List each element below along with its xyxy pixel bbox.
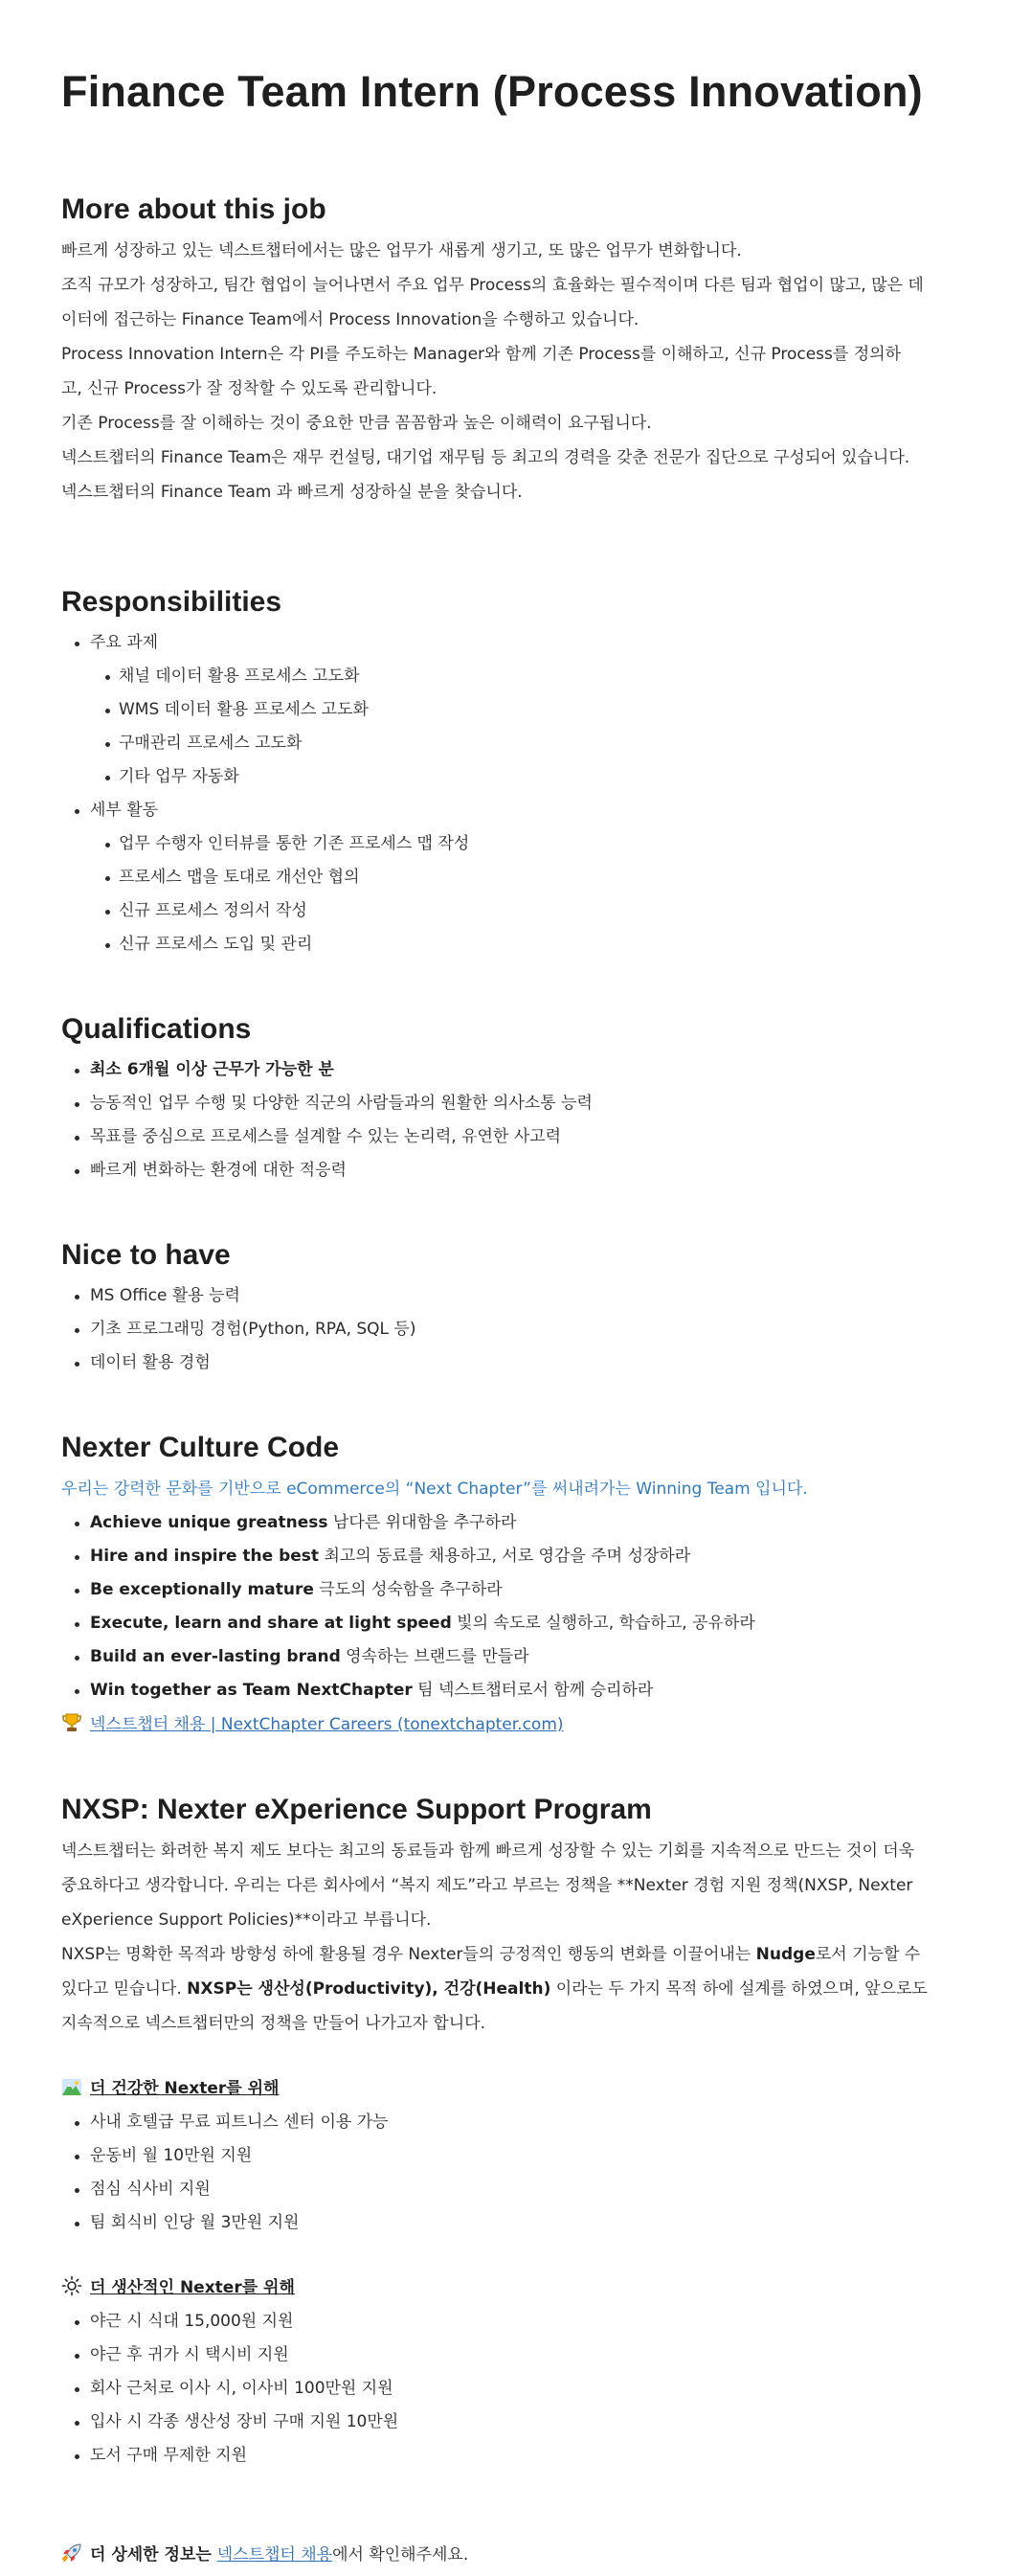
nxsp-section	[61, 1794, 971, 2572]
list-item: Build an ever-lasting brand 영속하는 브랜드를 만들라	[61, 1640, 971, 1674]
about-line: 고, 신규 Process가 잘 정착할 수 있도록 관리합니다.	[61, 379, 437, 398]
nxsp-line: eXperience Support Policies)**이라고 부릅니다.	[61, 1910, 432, 1930]
list-item: 회사 근처로 이사 시, 이사비 100만원 지원	[61, 2372, 971, 2406]
list-item: 입사 시 각종 생산성 장비 구매 지원 10만원	[61, 2406, 971, 2439]
productivity-subheading: 더 생산적인 Nexter를 위해	[61, 2271, 971, 2305]
culture-intro: 우리는 강력한 문화를 기반으로 eCommerce의 “Next Chapter”를 써내려가는 Winning Team 입니다.	[61, 1480, 808, 1499]
careers-link-line	[61, 1707, 971, 1742]
about-line: 이터에 접근하는 Finance Team에서 Process Innovation을 수행하고 있습니다.	[61, 310, 639, 329]
list-item: Achieve unique greatness 남다른 위대함을 추구하라	[61, 1506, 971, 1540]
list-item: 능동적인 업무 수행 및 다양한 직군의 사람들과의 원활한 의사소통 능력	[61, 1087, 971, 1120]
health-subheading: 더 건강한 Nexter를 위해	[61, 2071, 971, 2106]
list-item: 최소 6개월 이상 근무가 가능한 분	[61, 1053, 971, 1087]
list-item: MS Office 활용 능력	[61, 1279, 971, 1313]
about-line: Process Innovation Intern은 각 PI를 주도하는 Manager와 함께 기존 Process를 이해하고, 신규 Process를 정의하	[61, 345, 901, 364]
footer-line: 더 상세한 정보는 넥스트챕터 채용에서 확인해주세요.	[61, 2538, 971, 2572]
about-section	[61, 193, 971, 509]
nxsp-line: 중요하다고 생각합니다. 우리는 다른 회사에서 “복지 제도”라고 부르는 정책을 **Nexter 경험 지원 정책(NXSP, Nexter	[61, 1876, 913, 1895]
rocket-icon	[61, 2542, 82, 2563]
list-item: Hire and inspire the best 최고의 동료를 채용하고, 서로 영감을 주며 성장하라	[61, 1540, 971, 1573]
qualifications-section	[61, 1013, 971, 1187]
list-item: 구매관리 프로세스 고도화	[61, 727, 971, 760]
list-item: 기타 업무 자동화	[61, 760, 971, 794]
nice-to-have-section	[61, 1239, 971, 1380]
list-item: 업무 수행자 인터뷰를 통한 기존 프로세스 맵 작성	[61, 827, 971, 861]
list-item: WMS 데이터 활용 프로세스 고도화	[61, 693, 971, 727]
list-item: 점심 식사비 지원	[61, 2173, 971, 2206]
list-item: 야근 시 식대 15,000원 지원	[61, 2305, 971, 2339]
list-item: 운동비 월 10만원 지원	[61, 2139, 971, 2173]
mountain-icon	[61, 2075, 82, 2096]
list-item: 빠르게 변화하는 환경에 대한 적응력	[61, 1154, 971, 1187]
nxsp-line: 있다고 믿습니다. NXSP는 생산성(Productivity), 건강(Health) 이라는 두 가지 목적 하에 설계를 하였으며, 앞으로도	[61, 1979, 928, 1999]
about-line: 넥스트챕터의 Finance Team 과 빠르게 성장하실 분을 찾습니다.	[61, 483, 523, 502]
list-item: 주요 과제	[61, 626, 971, 660]
list-item: Execute, learn and share at light speed 빛의 속도로 실행하고, 학습하고, 공유하라	[61, 1607, 971, 1640]
nxsp-line: 넥스트챕터는 화려한 복지 제도 보다는 최고의 동료들과 함께 빠르게 성장할 수 있는 기회를 지속적으로 만드는 것이 더욱	[61, 1842, 915, 1861]
nxsp-heading: NXSP: Nexter eXperience Support Program	[61, 1794, 652, 1825]
list-item: Win together as Team NextChapter 팀 넥스트챕터로서 함께 승리하라	[61, 1674, 971, 1707]
list-item: 데이터 활용 경험	[61, 1346, 971, 1380]
sun-icon	[61, 2274, 82, 2295]
list-item: 목표를 중심으로 프로세스를 설계할 수 있는 논리력, 유연한 사고력	[61, 1120, 971, 1154]
careers-link[interactable]: 넥스트챕터 채용 | NextChapter Careers (tonextchapter.com)	[90, 1715, 564, 1734]
list-item: 세부 활동	[61, 794, 971, 827]
nxsp-line: NXSP는 명확한 목적과 방향성 하에 활용될 경우 Nexter들의 긍정적인 행동의 변화를 이끌어내는 Nudge로서 기능할 수	[61, 1945, 921, 1964]
qualifications-heading: Qualifications	[61, 1013, 252, 1045]
careers-link-footer[interactable]: 넥스트챕터 채용	[216, 2545, 333, 2565]
list-item: 팀 회식비 인당 월 3만원 지원	[61, 2206, 971, 2240]
responsibilities-heading: Responsibilities	[61, 586, 282, 618]
list-item: 기초 프로그래밍 경험(Python, RPA, SQL 등)	[61, 1313, 971, 1346]
trophy-icon	[61, 1711, 82, 1732]
responsibilities-section	[61, 586, 971, 961]
about-line: 넥스트챕터의 Finance Team은 재무 컨설팅, 대기업 재무팀 등 최고의 경력을 갖춘 전문가 집단으로 구성되어 있습니다.	[61, 448, 910, 467]
page-title: Finance Team Intern (Process Innovation)	[61, 67, 923, 116]
list-item: 야근 후 귀가 시 택시비 지원	[61, 2339, 971, 2372]
list-item: 사내 호텔급 무료 피트니스 센터 이용 가능	[61, 2106, 971, 2139]
about-line: 조직 규모가 성장하고, 팀간 협업이 늘어나면서 주요 업무 Process의 효율화는 필수적이며 다른 팀과 협업이 많고, 많은 데	[61, 276, 924, 295]
culture-section	[61, 1432, 971, 1742]
list-item: 신규 프로세스 도입 및 관리	[61, 928, 971, 961]
about-heading: More about this job	[61, 193, 326, 225]
list-item: 신규 프로세스 정의서 작성	[61, 894, 971, 928]
list-item: 도서 구매 무제한 지원	[61, 2439, 971, 2473]
list-item: 채널 데이터 활용 프로세스 고도화	[61, 660, 971, 693]
list-item: Be exceptionally mature 극도의 성숙함을 추구하라	[61, 1573, 971, 1607]
about-line: 기존 Process를 잘 이해하는 것이 중요한 만큼 꼼꼼함과 높은 이해력이 요구됩니다.	[61, 414, 652, 433]
list-item: 프로세스 맵을 토대로 개선안 협의	[61, 861, 971, 894]
culture-heading: Nexter Culture Code	[61, 1432, 340, 1463]
about-line: 빠르게 성장하고 있는 넥스트챕터에서는 많은 업무가 새롭게 생기고, 또 많은 업무가 변화합니다.	[61, 241, 742, 260]
nxsp-line: 지속적으로 넥스트챕터만의 정책을 만들어 나가고자 합니다.	[61, 2014, 485, 2033]
nice-heading: Nice to have	[61, 1239, 231, 1271]
